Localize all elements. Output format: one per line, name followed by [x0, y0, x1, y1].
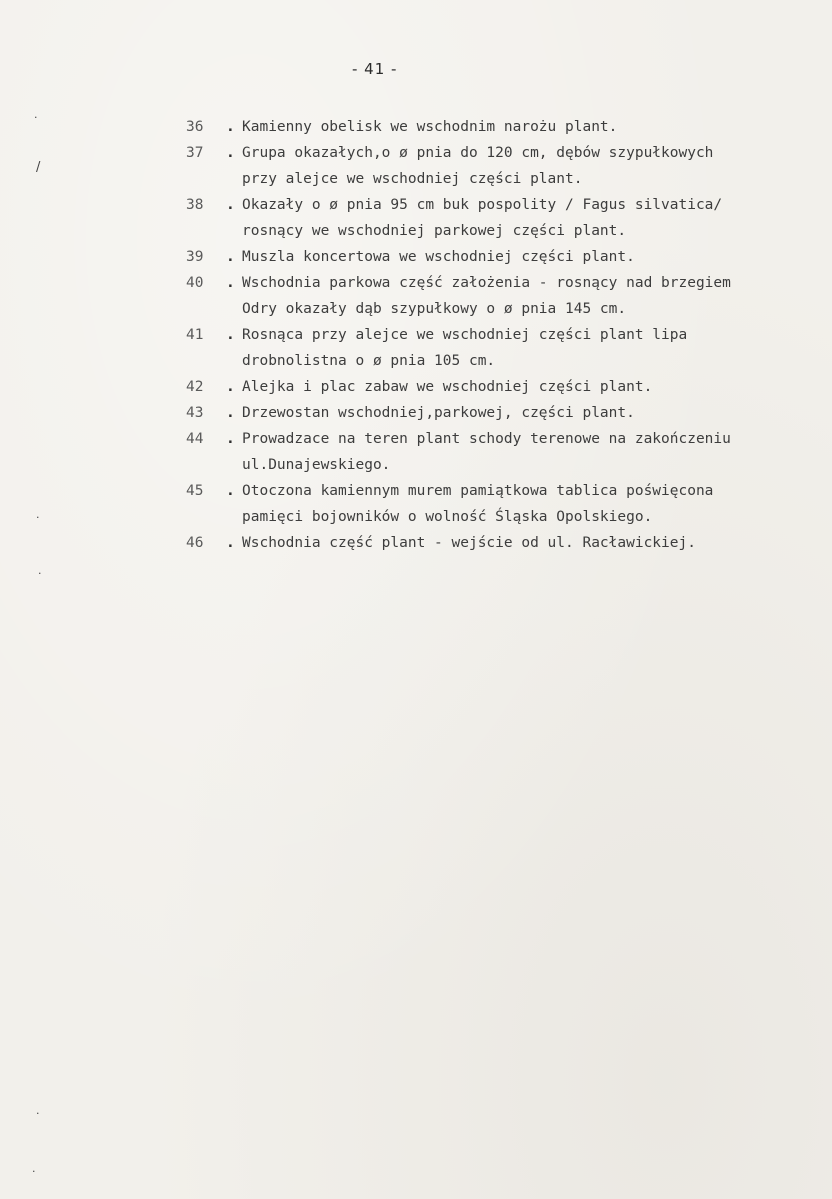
entry-bullet: . — [226, 431, 235, 447]
entry-line: Muszla koncertowa we wschodniej części plant. — [242, 249, 635, 265]
list-item — [186, 270, 816, 322]
entry-number: 38 — [186, 197, 204, 213]
entry-text — [242, 322, 816, 374]
entry-list — [186, 114, 816, 556]
entry-bullet: . — [226, 327, 235, 343]
entry-text — [242, 530, 816, 556]
entry-text — [242, 114, 816, 140]
entry-number: 42 — [186, 379, 204, 395]
list-item — [186, 322, 816, 374]
entry-number: 43 — [186, 405, 204, 421]
entry-line: Okazały o ø pnia 95 cm buk pospolity / Fagus silvatica/ — [242, 197, 723, 213]
entry-line: Wschodnia parkowa część założenia - rosnący nad brzegiem — [242, 275, 731, 291]
margin-mark: . — [36, 1104, 40, 1117]
entry-bullet: . — [226, 483, 235, 499]
entry-number: 44 — [186, 431, 204, 447]
entry-number: 46 — [186, 535, 204, 551]
entry-line: Drzewostan wschodniej,parkowej, części plant. — [242, 405, 635, 421]
entry-text — [242, 478, 816, 530]
entry-line: Odry okazały dąb szypułkowy o ø pnia 145 cm. — [242, 301, 627, 317]
margin-mark: . — [34, 108, 38, 121]
list-item — [186, 192, 816, 244]
page-number: - 41 - — [352, 60, 398, 78]
margin-mark: / — [36, 160, 41, 175]
entry-line: Grupa okazałych,o ø pnia do 120 cm, dębów szypułkowych — [242, 145, 714, 161]
list-item — [186, 426, 816, 478]
entry-text — [242, 140, 816, 192]
entry-number: 45 — [186, 483, 204, 499]
entry-bullet: . — [226, 249, 235, 265]
entry-line: przy alejce we wschodniej części plant. — [242, 171, 583, 187]
margin-mark: . — [38, 564, 42, 577]
entry-bullet: . — [226, 379, 235, 395]
list-item — [186, 530, 816, 556]
entry-text — [242, 426, 816, 478]
list-item — [186, 374, 816, 400]
entry-line: ul.Dunajewskiego. — [242, 457, 391, 473]
entry-line: pamięci bojowników o wolność Śląska Opolskiego. — [242, 509, 653, 525]
entry-number: 41 — [186, 327, 204, 343]
entry-bullet: . — [226, 119, 235, 135]
entry-bullet: . — [226, 535, 235, 551]
margin-mark: . — [36, 508, 40, 521]
entry-text — [242, 374, 816, 400]
entry-bullet: . — [226, 197, 235, 213]
entry-bullet: . — [226, 405, 235, 421]
entry-line: drobnolistna o ø pnia 105 cm. — [242, 353, 496, 369]
list-item — [186, 400, 816, 426]
entry-text — [242, 244, 816, 270]
entry-line: rosnący we wschodniej parkowej części plant. — [242, 223, 627, 239]
entry-line: Kamienny obelisk we wschodnim narożu plant. — [242, 119, 618, 135]
entry-number: 37 — [186, 145, 204, 161]
entry-bullet: . — [226, 275, 235, 291]
list-item — [186, 114, 816, 140]
entry-bullet: . — [226, 145, 235, 161]
entry-line: Alejka i plac zabaw we wschodniej części plant. — [242, 379, 653, 395]
list-item — [186, 140, 816, 192]
entry-text — [242, 270, 816, 322]
entry-line: Wschodnia część plant - wejście od ul. Racławickiej. — [242, 535, 696, 551]
entry-number: 36 — [186, 119, 204, 135]
list-item — [186, 478, 816, 530]
margin-mark: . — [32, 1162, 36, 1175]
entry-line: Otoczona kamiennym murem pamiątkowa tablica poświęcona — [242, 483, 714, 499]
list-item — [186, 244, 816, 270]
entry-text — [242, 192, 816, 244]
entry-line: Prowadzace na teren plant schody terenowe na zakończeniu — [242, 431, 731, 447]
entry-number: 40 — [186, 275, 204, 291]
entry-number: 39 — [186, 249, 204, 265]
entry-line: Rosnąca przy alejce we wschodniej części plant lipa — [242, 327, 688, 343]
entry-text — [242, 400, 816, 426]
